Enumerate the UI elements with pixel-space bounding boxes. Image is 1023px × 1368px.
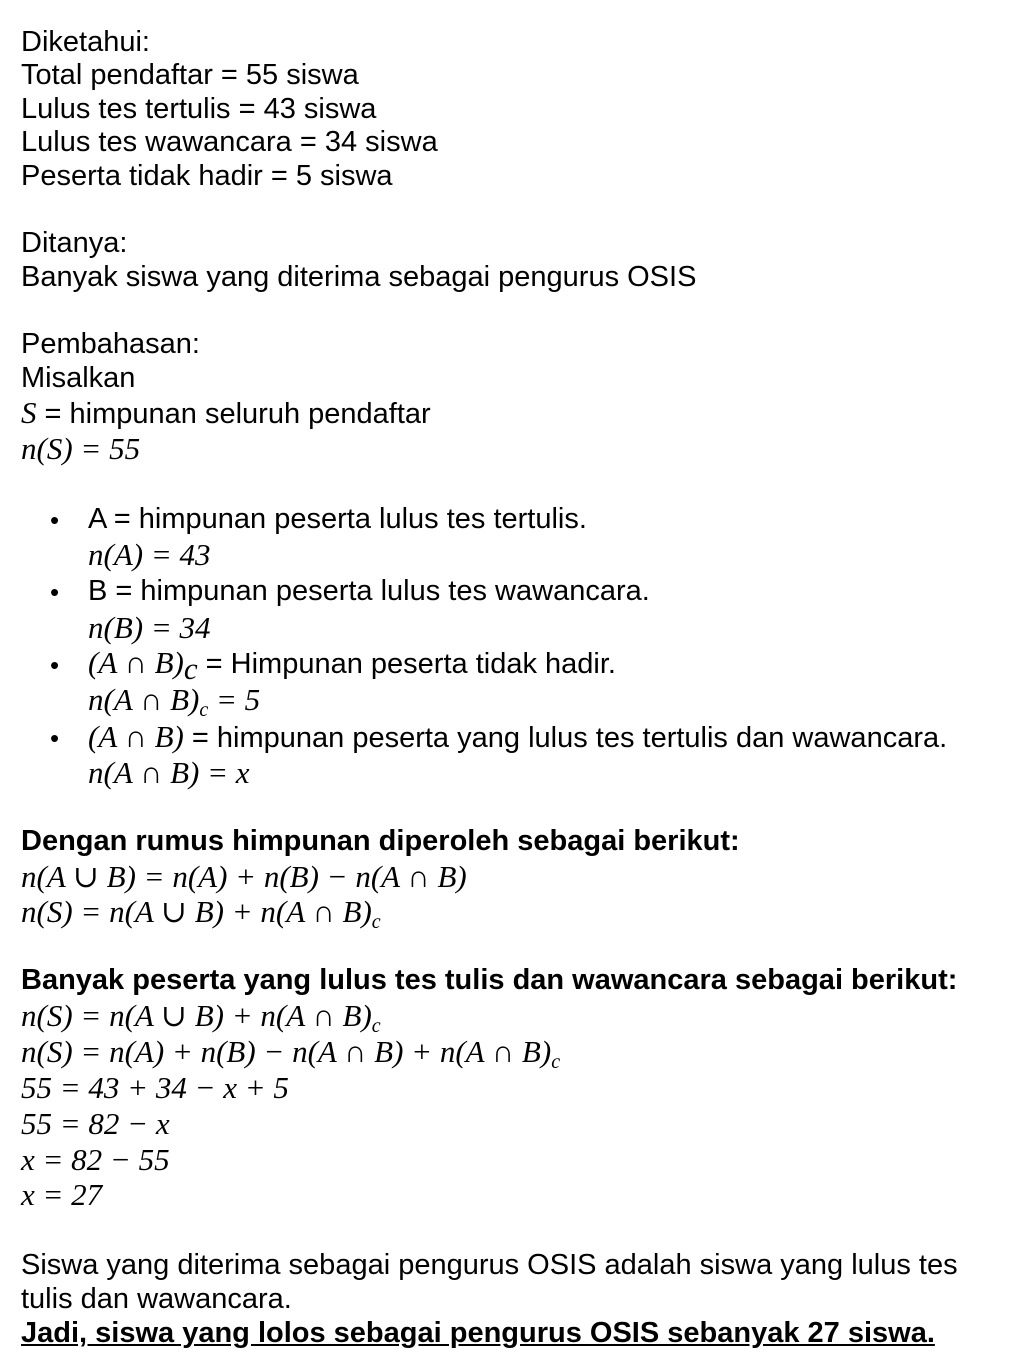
bullet-b-text (88, 574, 650, 608)
calc-line-2-subscript: c (551, 1051, 561, 1073)
bullet-intersection-text (88, 720, 947, 755)
known-line-interview: Lulus tes wawancara = 34 siswa (21, 126, 438, 158)
calc-heading: Banyak peserta yang lulus tes tulis dan wawancara sebagai berikut: (21, 964, 958, 996)
bullet-a-text (88, 502, 587, 536)
calc-line-1 (21, 998, 381, 1037)
set-s-text: = himpunan seluruh pendaftar (36, 398, 431, 430)
calc-step-2: 55 = 82 − x (21, 1106, 170, 1141)
discussion-heading: Pembahasan: (21, 328, 200, 360)
known-line-absent: Peserta tidak hadir = 5 siswa (21, 160, 393, 192)
bullet-a-description: = himpunan peserta lulus tes tertulis. (105, 503, 587, 535)
bullet-dot: • (50, 505, 60, 535)
known-line-total: Total pendaftar = 55 siswa (21, 59, 359, 91)
discussion-intro: Misalkan (21, 362, 136, 394)
complement-subscript: c (183, 651, 198, 686)
bullet-intersection-label: (A ∩ B) (88, 719, 184, 754)
formula-line-total-subscript: c (371, 911, 381, 933)
bullet-complement-description: = Himpunan peserta tidak hadir. (197, 648, 616, 680)
complement-formula-subscript: c (199, 699, 209, 721)
calc-step-1: 55 = 43 + 34 − x + 5 (21, 1070, 289, 1105)
known-line-written: Lulus tes tertulis = 43 siswa (21, 93, 377, 125)
bullet-a-formula: n(A) = 43 (88, 537, 211, 572)
calc-line-1-subscript: c (371, 1015, 381, 1037)
calc-line-1-main: n(S) = n(A ∪ B) + n(A ∩ B) (21, 998, 372, 1033)
set-s-definition (21, 396, 431, 431)
bullet-complement-formula (88, 682, 261, 721)
bullet-a-label: A (88, 503, 106, 535)
bullet-complement-label: (A ∩ B) (88, 645, 184, 680)
asked-text: Banyak siswa yang diterima sebagai pengurus OSIS (21, 261, 697, 293)
calc-step-3: x = 82 − 55 (21, 1142, 170, 1177)
asked-heading: Ditanya: (21, 227, 128, 259)
calc-line-2 (21, 1034, 561, 1073)
bullet-dot: • (50, 650, 60, 680)
complement-formula-main: n(A ∩ B) (88, 682, 200, 717)
bullet-complement-text (88, 645, 616, 686)
set-s-symbol: S (21, 395, 37, 430)
bullet-b-label: B (88, 575, 108, 607)
calc-line-2-main: n(S) = n(A) + n(B) − n(A ∩ B) + n(A ∩ B) (21, 1034, 552, 1069)
formula-line-union: n(A ∪ B) = n(A) + n(B) − n(A ∩ B) (21, 859, 467, 894)
conclusion-line-2: tulis dan wawancara. (21, 1283, 292, 1315)
conclusion-line-1: Siswa yang diterima sebagai pengurus OSIS adalah siswa yang lulus tes (21, 1249, 958, 1281)
known-heading: Diketahui: (21, 26, 150, 58)
bullet-dot: • (50, 723, 60, 753)
set-s-count: n(S) = 55 (21, 431, 141, 466)
final-answer: Jadi, siswa yang lolos sebagai pengurus OSIS sebanyak 27 siswa. (21, 1317, 935, 1349)
bullet-dot: • (50, 577, 60, 607)
bullet-intersection-description: = himpunan peserta yang lulus tes tertulis dan wawancara. (183, 722, 948, 754)
bullet-intersection-formula: n(A ∩ B) = x (88, 755, 250, 790)
bullet-b-description: = himpunan peserta lulus tes wawancara. (107, 575, 650, 607)
formula-heading: Dengan rumus himpunan diperoleh sebagai berikut: (21, 825, 740, 857)
formula-line-total (21, 894, 381, 933)
calc-step-4: x = 27 (21, 1177, 103, 1212)
complement-formula-tail: = 5 (208, 682, 261, 717)
formula-line-total-main: n(S) = n(A ∪ B) + n(A ∩ B) (21, 894, 372, 929)
bullet-b-formula: n(B) = 34 (88, 610, 211, 645)
